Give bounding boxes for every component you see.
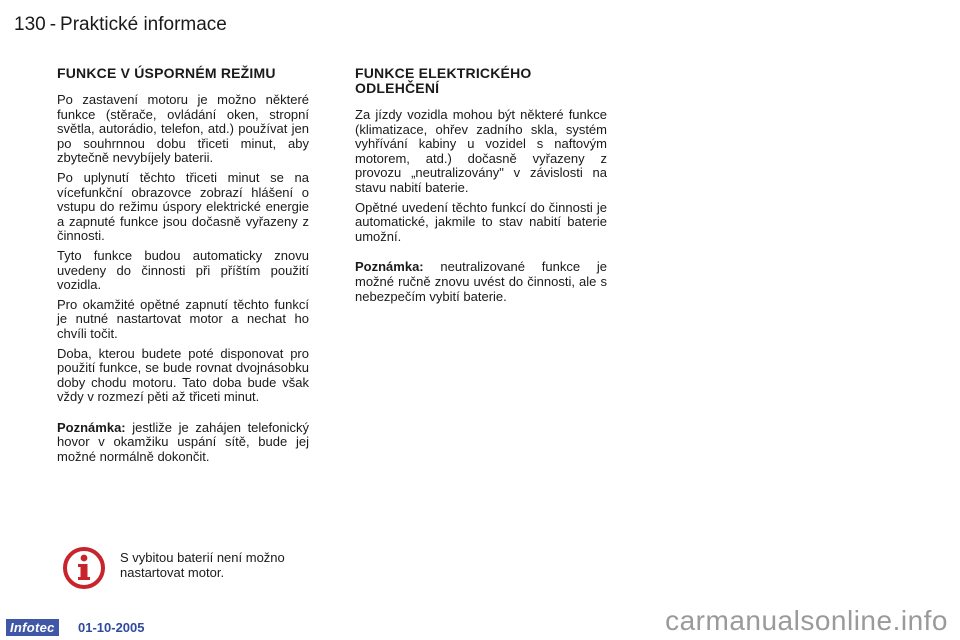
right-column bbox=[355, 66, 607, 309]
left-heading: FUNKCE V ÚSPORNÉM REŽIMU bbox=[57, 65, 276, 81]
page-number: 130 bbox=[14, 14, 46, 35]
footer-date: 01-10-2005 bbox=[78, 620, 145, 635]
right-note bbox=[355, 260, 607, 304]
left-paragraph-2: Po uplynutí těchto třiceti minut se na vícefunkční obrazovce zobrazí hlášení o vstupu do režimu úspory elektrické energie a zapnuté funkce jsou dočasně vyřazeny z činnosti. bbox=[57, 169, 309, 244]
left-paragraph-4: Pro okamžité opětné zapnutí těchto funkcí je nutné nastartovat motor a nechat ho chvíli točit. bbox=[57, 296, 309, 341]
right-paragraph-2: Opětné uvedení těchto funkcí do činnosti je automatické, jakmile to stav nabití baterie umožní. bbox=[355, 199, 607, 244]
infotec-logo: Infotec bbox=[6, 619, 59, 636]
watermark: carmanualsonline.info bbox=[665, 605, 948, 636]
left-note-text: jestliže je zahájen telefonický hovor v okamžiku uspání sítě, bude jej možné normálně dokončit. bbox=[57, 419, 309, 465]
right-paragraph-1: Za jízdy vozidla mohou být některé funkce (klimatizace, ohřev zadního skla, systém vyhřívání kabiny u vozidel s naftovým motorem, atd.) dočasně vyřazeny z provozu „neutralizovány" v závislosti na stavu nabití baterie. bbox=[355, 107, 607, 195]
left-paragraph-3: Tyto funkce budou automaticky znovu uvedeny do činnosti při příštím použití vozidla. bbox=[57, 247, 309, 293]
info-text: S vybitou baterií není možno nastartovat motor. bbox=[120, 550, 285, 580]
right-note-text: neutralizované funkce je možné ručně znovu uvést do činnosti, ale s nebezpečím vybití baterie. bbox=[355, 259, 607, 304]
right-heading: FUNKCE ELEKTRICKÉHO ODLEHČENÍ bbox=[355, 65, 532, 96]
left-note bbox=[57, 421, 309, 465]
left-column bbox=[57, 66, 309, 470]
left-note-label: Poznámka: bbox=[57, 419, 126, 435]
left-paragraph-1: Po zastavení motoru je možno některé funkce (stěrače, ovládání oken, stropní světla, autorádio, telefon, atd.) používat jen po souhrnnou dobu třiceti minut, aby zbytečně nevybíjely baterii. bbox=[57, 92, 309, 166]
page-header bbox=[14, 14, 227, 36]
right-note-label: Poznámka: bbox=[355, 259, 424, 275]
left-paragraph-5: Doba, kterou budete poté disponovat pro použití funkce, se bude rovnat dvojnásobku doby chodu motoru. Tato doba bude však vždy v rozmezí pěti až třiceti minut. bbox=[57, 345, 309, 405]
info-box bbox=[62, 546, 312, 592]
header-separator: - bbox=[49, 14, 57, 35]
info-icon bbox=[62, 546, 106, 590]
page-title: Praktické informace bbox=[60, 14, 227, 35]
